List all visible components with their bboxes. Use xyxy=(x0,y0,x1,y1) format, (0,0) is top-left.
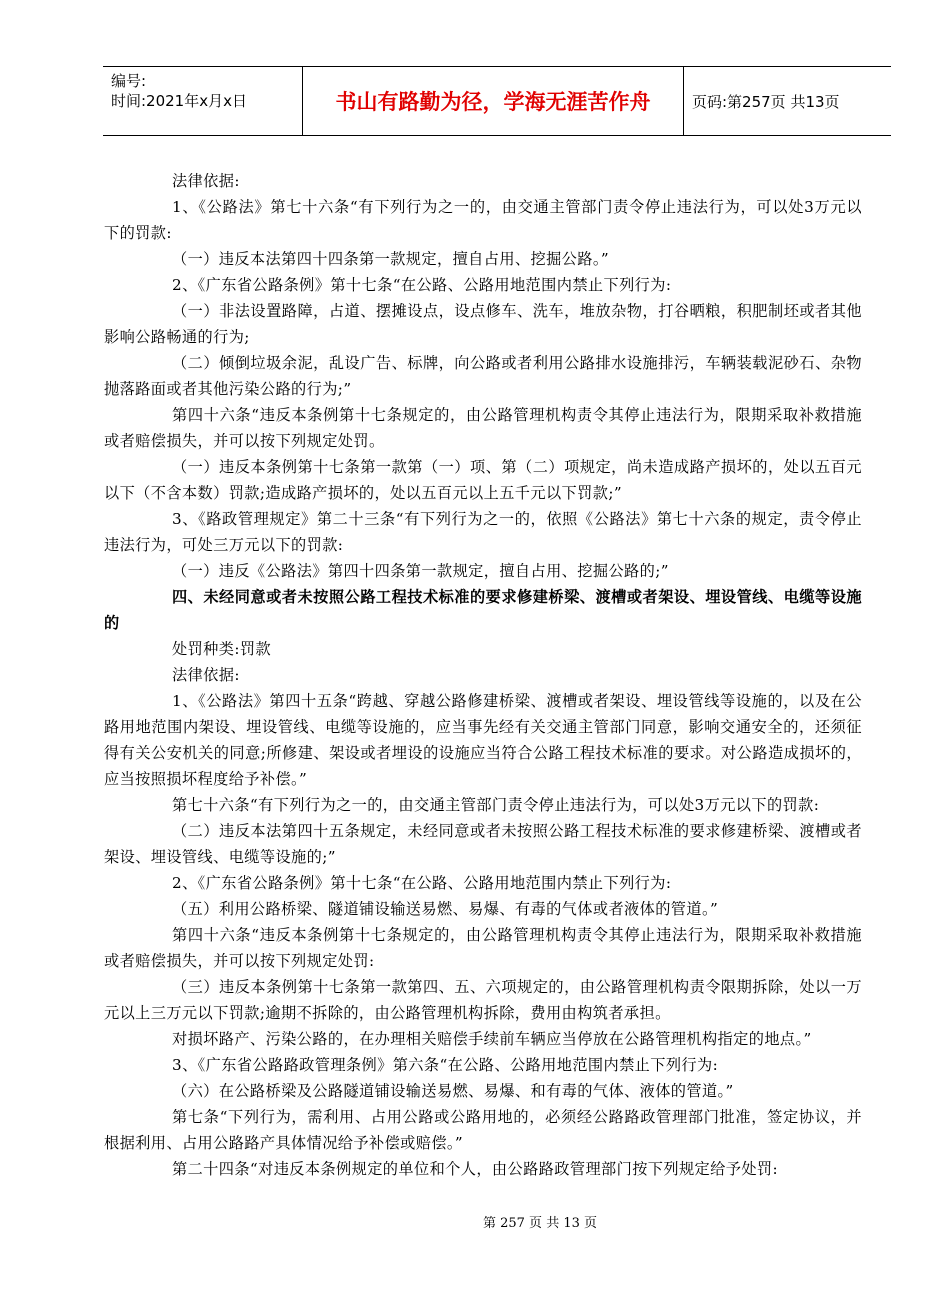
paragraph: 2、《广东省公路条例》第十七条“在公路、公路用地范围内禁止下列行为: xyxy=(172,874,672,892)
paragraph: （一）违反本法第四十四条第一款规定，擅自占用、挖掘公路。” xyxy=(172,250,610,268)
paragraph: 处罚种类:罚款 xyxy=(172,640,272,658)
paragraph: 对损坏路产、污染公路的，在办理相关赔偿手续前车辆应当停放在公路管理机构指定的地点。” xyxy=(172,1030,812,1048)
paragraph: 1、《公路法》第七十六条“有下列行为之一的，由交通主管部门责令停止违法行为，可以处3万元以下的罚款: xyxy=(104,198,862,242)
paragraph: （三）违反本条例第十七条第一款第四、五、六项规定的，由公路管理机构责令限期拆除，处以一万元以上三万元以下罚款;逾期不拆除的，由公路管理机构拆除，费用由构筑者承担。 xyxy=(104,978,862,1022)
paragraph: 第七十六条“有下列行为之一的，由交通主管部门责令停止违法行为，可以处3万元以下的罚款: xyxy=(172,796,820,814)
header-page-label: 页码:第257页 共13页 xyxy=(692,92,840,111)
paragraph: 2、《广东省公路条例》第十七条“在公路、公路用地范围内禁止下列行为: xyxy=(172,276,672,294)
paragraph: 法律依据: xyxy=(172,172,240,190)
paragraph: 法律依据: xyxy=(172,666,240,684)
paragraph: （五）利用公路桥梁、隧道铺设输送易燃、易爆、有毒的气体或者液体的管道。” xyxy=(172,900,719,918)
header-meta xyxy=(103,67,303,135)
footer-page-number: 第 257 页 共 13 页 xyxy=(482,1216,598,1231)
id-label: 编号: xyxy=(111,72,147,90)
document-body xyxy=(104,168,862,1182)
paragraph: 第二十四条“对违反本条例规定的单位和个人，由公路路政管理部门按下列规定给予处罚: xyxy=(172,1160,779,1178)
page-footer xyxy=(0,1212,950,1231)
paragraph: 第七条“下列行为，需利用、占用公路或公路用地的，必须经公路路政管理部门批准，签定协议，并根据利用、占用公路路产具体情况给予补偿或赔偿。” xyxy=(104,1108,862,1152)
paragraph: （二）违反本法第四十五条规定，未经同意或者未按照公路工程技术标准的要求修建桥梁、渡槽或者架设、埋设管线、电缆等设施的;” xyxy=(104,822,862,866)
paragraph: （一）非法设置路障，占道、摆摊设点，设点修车、洗车，堆放杂物，打谷晒粮，积肥制坯或者其他影响公路畅通的行为; xyxy=(104,302,862,346)
paragraph: （一）违反本条例第十七条第一款第（一）项、第（二）项规定，尚未造成路产损坏的，处以五百元以下（不含本数）罚款;造成路产损坏的，处以五百元以上五千元以下罚款;” xyxy=(104,458,862,502)
paragraph: 1、《公路法》第四十五条“跨越、穿越公路修建桥梁、渡槽或者架设、埋设管线等设施的，以及在公路用地范围内架设、埋设管线、电缆等设施的，应当事先经有关交通主管部门同意，影响交通安全的，还须征得有关公安机关的同意;所修建、架设或者埋设的设施应当符合公路工程技术标准的要求。对公路造成损坏的，应当按照损坏程度给予补偿。” xyxy=(104,692,862,788)
section-heading: 四、未经同意或者未按照公路工程技术标准的要求修建桥梁、渡槽或者架设、埋设管线、电缆等设施的 xyxy=(104,588,862,632)
paragraph: 3、《路政管理规定》第二十三条“有下列行为之一的，依照《公路法》第七十六条的规定，责令停止违法行为，可处三万元以下的罚款: xyxy=(104,510,862,554)
header-motto: 书山有路勤为径，学海无涯苦作舟 xyxy=(303,67,684,135)
page-header xyxy=(103,66,891,136)
paragraph: （二）倾倒垃圾余泥，乱设广告、标牌，向公路或者利用公路排水设施排污，车辆装载泥砂石、杂物抛落路面或者其他污染公路的行为;” xyxy=(104,354,862,398)
paragraph: 3、《广东省公路路政管理条例》第六条“在公路、公路用地范围内禁止下列行为: xyxy=(172,1056,719,1074)
paragraph: 第四十六条“违反本条例第十七条规定的，由公路管理机构责令其停止违法行为，限期采取补救措施或者赔偿损失，并可以按下列规定处罚: xyxy=(104,926,862,970)
paragraph: （一）违反《公路法》第四十四条第一款规定，擅自占用、挖掘公路的;” xyxy=(172,562,669,580)
paragraph: 第四十六条“违反本条例第十七条规定的，由公路管理机构责令其停止违法行为，限期采取补救措施或者赔偿损失，并可以按下列规定处罚。 xyxy=(104,406,862,450)
time-label: 时间:2021年x月x日 xyxy=(111,92,247,110)
paragraph: （六）在公路桥梁及公路隧道铺设输送易燃、易爆、和有毒的气体、液体的管道。” xyxy=(172,1082,734,1100)
